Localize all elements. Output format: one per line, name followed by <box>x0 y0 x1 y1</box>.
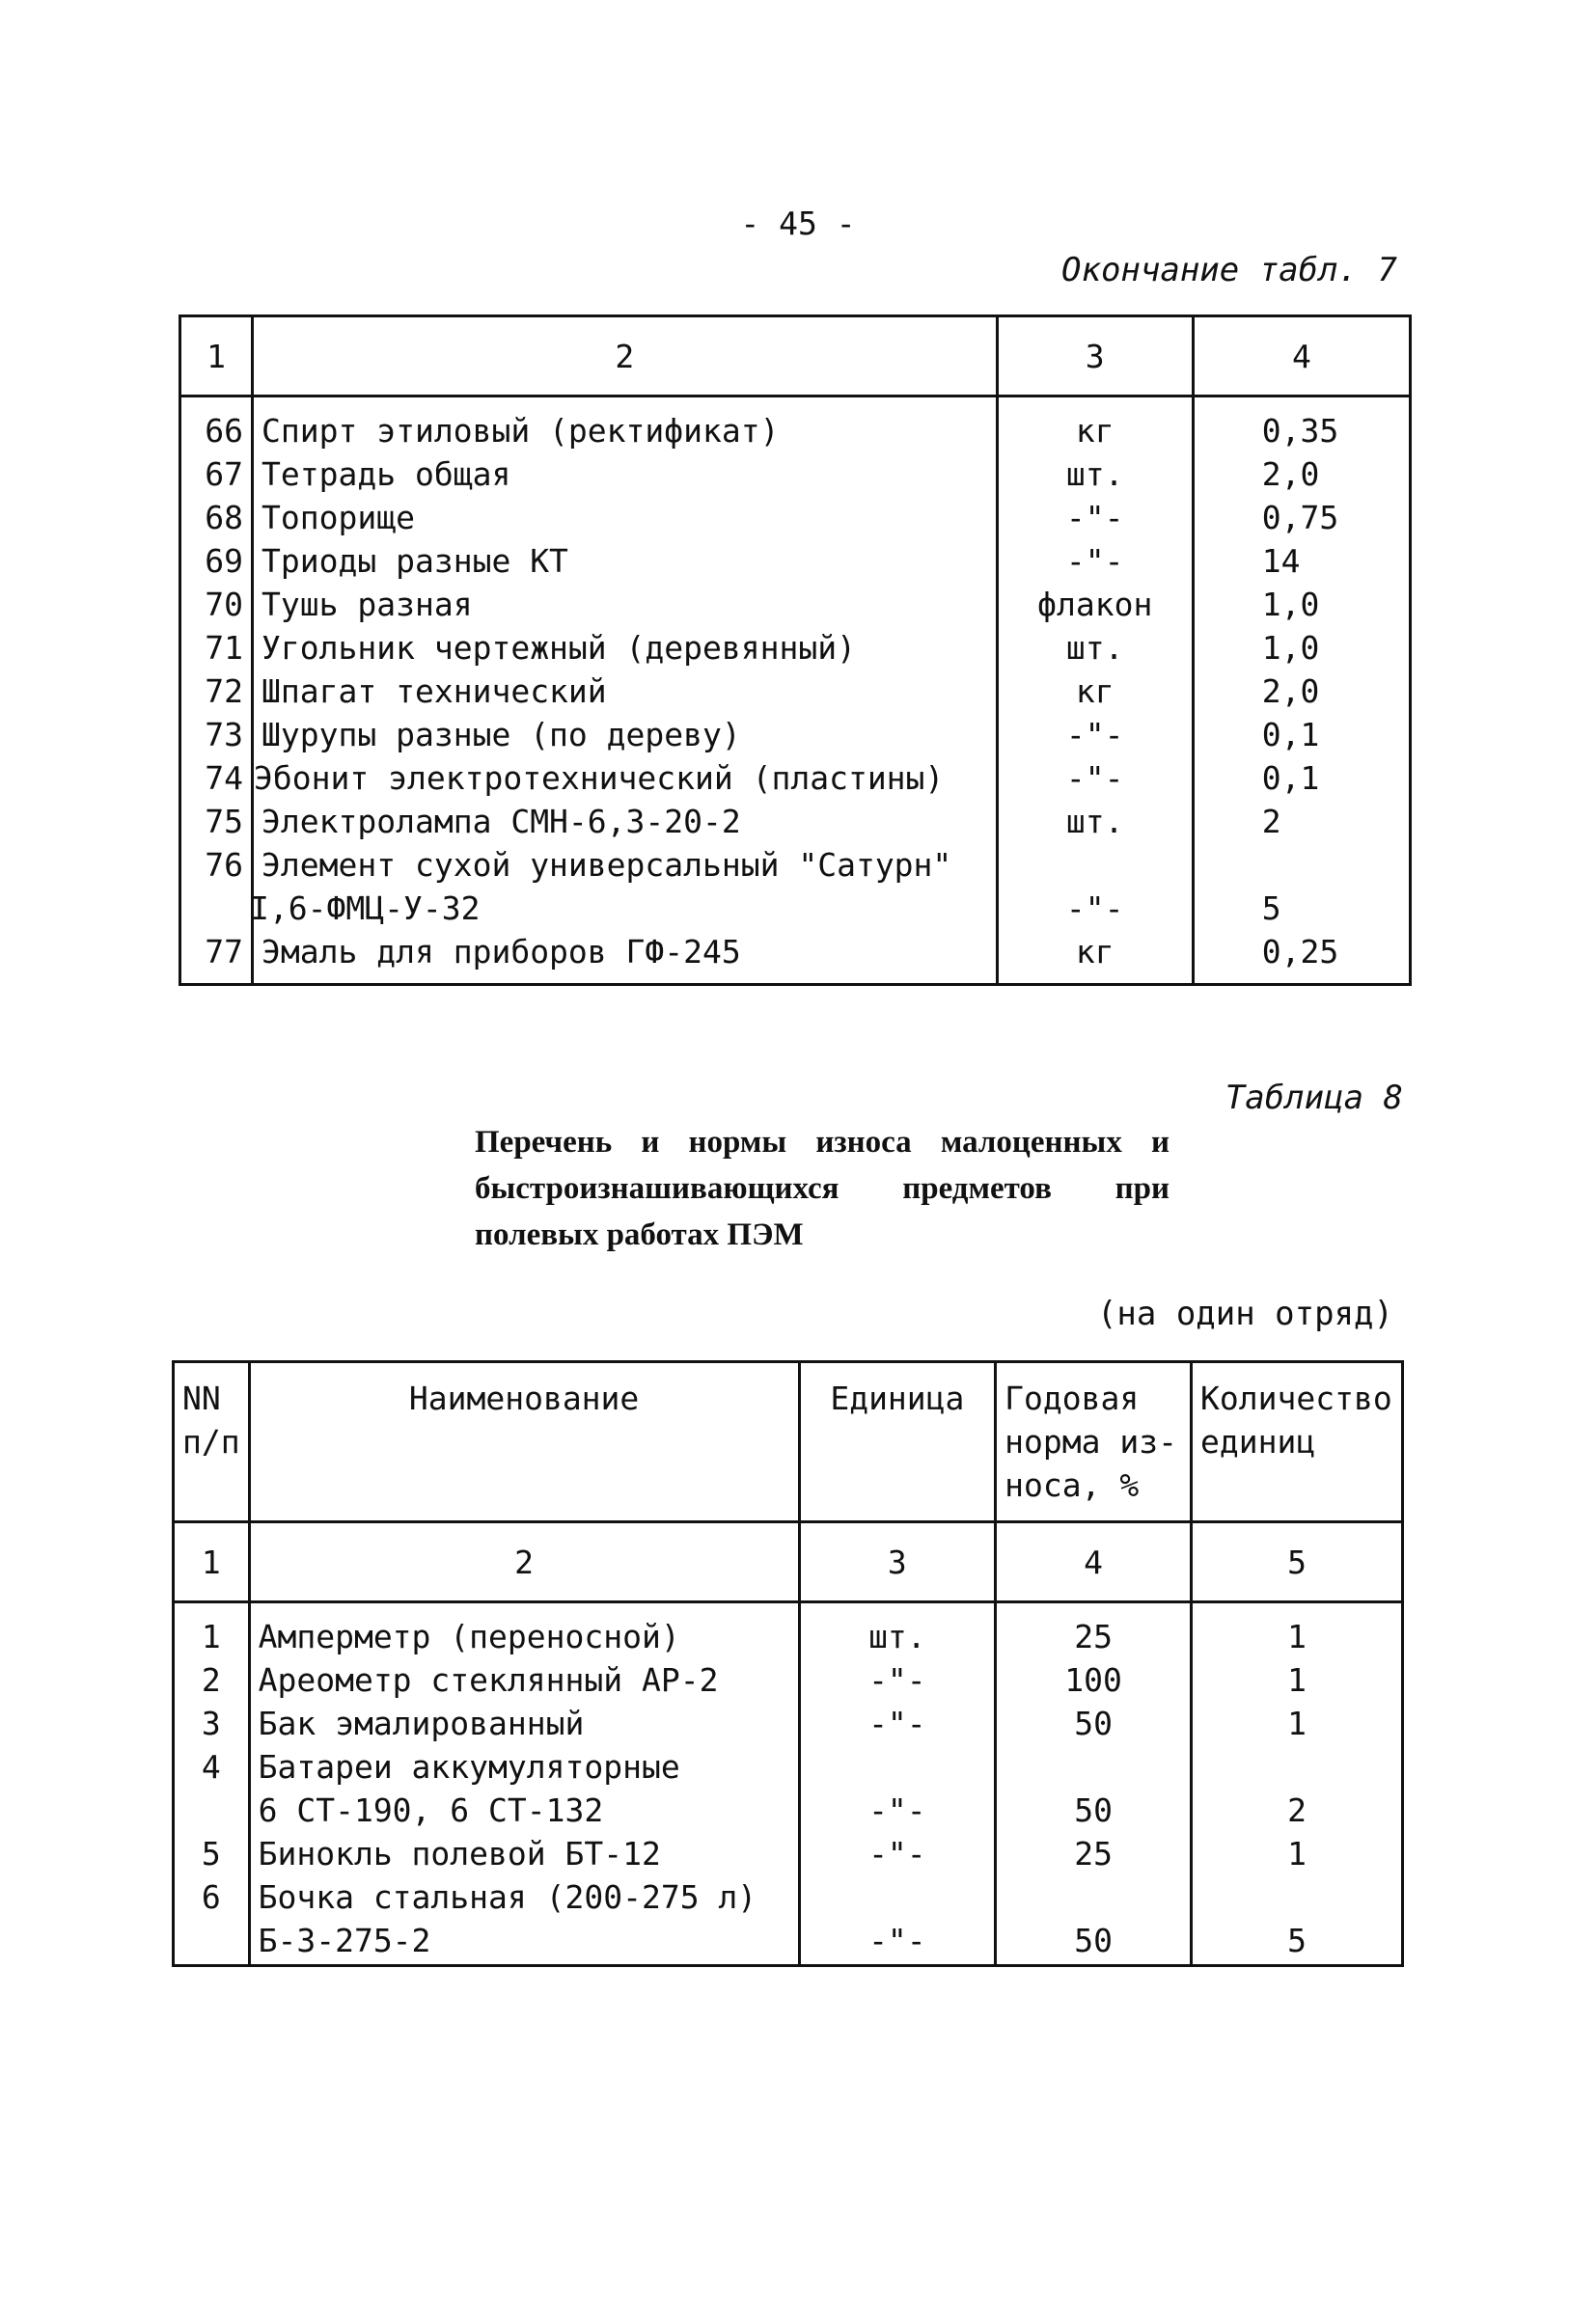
row-number: 2 <box>201 1661 221 1699</box>
item-norm: 25 <box>996 1832 1192 1875</box>
table8-title-line-2: быстроизнашивающихся предметов при <box>475 1171 1169 1206</box>
table-row <box>174 1745 1403 1832</box>
table-row <box>180 843 1411 930</box>
row-number: 74 <box>205 759 244 797</box>
item-qty: 2,0 <box>1193 670 1410 713</box>
table8-title <box>475 1119 1169 1258</box>
table7-colnum-3: 3 <box>997 316 1193 396</box>
item-name <box>250 843 998 930</box>
item-name: Триоды разные КТ <box>253 539 998 583</box>
item-unit: шт. <box>997 452 1193 496</box>
item-qty: 0,75 <box>1193 496 1410 539</box>
item-qty: 0,25 <box>1193 930 1410 985</box>
row-number: 76 <box>205 846 244 884</box>
table-row <box>180 930 1411 985</box>
item-qty: 0,35 <box>1193 396 1410 453</box>
item-name-line-1: Батареи аккумуляторные <box>258 1748 680 1786</box>
table-row <box>174 1658 1403 1702</box>
item-name <box>249 1875 799 1966</box>
item-qty: 1,0 <box>1193 626 1410 670</box>
item-name: Ареометр стеклянный АР-2 <box>249 1658 799 1702</box>
item-qty: 2 <box>1193 800 1410 843</box>
row-number: 73 <box>205 716 244 753</box>
table-row <box>180 626 1411 670</box>
item-unit: -"- <box>799 1745 996 1832</box>
table-row <box>174 1602 1403 1659</box>
header-col5-line-1: Количество <box>1200 1380 1392 1417</box>
item-name-line-2: I,6-ФМЦ-У-32 <box>250 889 481 927</box>
item-unit: -"- <box>997 496 1193 539</box>
table-row <box>180 670 1411 713</box>
table8-colnum-2: 2 <box>249 1522 799 1602</box>
item-name-line-2: Б-3-275-2 <box>258 1922 431 1959</box>
table8-title-line-3: полевых работах ПЭМ <box>475 1217 804 1252</box>
item-unit: -"- <box>799 1832 996 1875</box>
table8-title-line-1: Перечень и нормы износа малоценных и <box>475 1125 1169 1160</box>
row-number: 6 <box>174 1875 250 1966</box>
item-unit: -"- <box>799 1658 996 1702</box>
item-qty: 1 <box>1192 1702 1403 1745</box>
header-col1-line-2: п/п <box>182 1423 240 1461</box>
table7-caption: Окончание табл. 7 <box>1061 251 1397 289</box>
header-col4-line-3: носа, % <box>1004 1466 1140 1504</box>
item-name: Бак эмалированный <box>249 1702 799 1745</box>
table8-label: Таблица 8 <box>1225 1079 1403 1117</box>
header-col4-line-2: норма из- <box>1004 1423 1177 1461</box>
table-row <box>180 496 1411 539</box>
row-number: 69 <box>205 542 244 580</box>
item-name: Электролампа СМН-6,3-20-2 <box>253 800 998 843</box>
table7 <box>179 314 1412 986</box>
table8-colnum-1: 1 <box>174 1522 250 1602</box>
header-col3: Единица <box>799 1362 996 1522</box>
item-name: Шурупы разные (по дереву) <box>253 713 998 756</box>
item-name: Эмаль для приборов ГФ-245 <box>253 930 998 985</box>
table-row <box>180 539 1411 583</box>
item-unit: кг <box>997 930 1193 985</box>
table-row <box>180 583 1411 626</box>
item-unit: шт. <box>997 800 1193 843</box>
table-row <box>180 713 1411 756</box>
item-qty: 1 <box>1192 1832 1403 1875</box>
item-norm: 100 <box>996 1658 1192 1702</box>
item-name: Бинокль полевой БТ-12 <box>249 1832 799 1875</box>
table8-colnum-3: 3 <box>799 1522 996 1602</box>
row-number: 71 <box>205 629 244 667</box>
header-col5 <box>1192 1362 1403 1522</box>
item-name: Шпагат технический <box>253 670 998 713</box>
header-col1-line-1: NN <box>182 1380 221 1417</box>
item-unit: -"- <box>997 843 1193 930</box>
item-qty: 5 <box>1192 1875 1403 1966</box>
table8-column-numbers <box>174 1522 1403 1602</box>
table7-colnum-4: 4 <box>1193 316 1410 396</box>
item-name: Эбонит электротехнический (пластины) <box>253 756 998 800</box>
page-number: - 45 - <box>740 205 856 242</box>
header-col4 <box>996 1362 1192 1522</box>
item-unit: шт. <box>997 626 1193 670</box>
row-number: 5 <box>201 1835 221 1873</box>
table8-colnum-4: 4 <box>996 1522 1192 1602</box>
table7-colnum-1: 1 <box>180 316 253 396</box>
row-number: 77 <box>180 930 253 985</box>
table-row <box>180 800 1411 843</box>
item-qty: 1 <box>1192 1658 1403 1702</box>
table-row <box>180 756 1411 800</box>
item-qty: 0,1 <box>1193 713 1410 756</box>
table7-colnum-2: 2 <box>253 316 998 396</box>
table-row <box>180 452 1411 496</box>
item-unit: -"- <box>799 1702 996 1745</box>
item-qty: 2 <box>1192 1745 1403 1832</box>
table-row <box>174 1875 1403 1966</box>
item-unit: флакон <box>997 583 1193 626</box>
row-number: 72 <box>205 672 244 710</box>
row-number: 4 <box>201 1748 221 1786</box>
item-unit: -"- <box>997 756 1193 800</box>
item-name: Спирт этиловый (ректификат) <box>253 396 998 453</box>
table8-colnum-5: 5 <box>1192 1522 1403 1602</box>
item-norm: 25 <box>996 1602 1192 1659</box>
item-name: Тетрадь общая <box>253 452 998 496</box>
table-row <box>174 1702 1403 1745</box>
item-unit: кг <box>997 670 1193 713</box>
header-col1 <box>174 1362 250 1522</box>
item-name-line-1: Элемент сухой универсальный "Сатурн" <box>261 846 952 884</box>
item-name: Амперметр (переносной) <box>249 1602 799 1659</box>
item-qty: 1,0 <box>1193 583 1410 626</box>
row-number: 67 <box>205 455 244 493</box>
row-number: 75 <box>205 803 244 840</box>
table8 <box>172 1360 1404 1967</box>
item-name: Тушь разная <box>253 583 998 626</box>
item-qty: 5 <box>1193 843 1410 930</box>
item-name <box>249 1745 799 1832</box>
item-name-line-2: 6 СТ-190, 6 СТ-132 <box>258 1791 604 1829</box>
header-col2: Наименование <box>249 1362 799 1522</box>
item-unit: шт. <box>799 1602 996 1659</box>
row-number: 66 <box>205 412 244 450</box>
row-number: 1 <box>201 1618 221 1655</box>
item-qty: 14 <box>1193 539 1410 583</box>
table-row <box>174 1832 1403 1875</box>
row-number: 68 <box>205 499 244 536</box>
table-row <box>180 396 1411 453</box>
item-unit: -"- <box>997 539 1193 583</box>
table8-header <box>174 1362 1403 1522</box>
item-qty: 0,1 <box>1193 756 1410 800</box>
item-qty: 1 <box>1192 1602 1403 1659</box>
item-norm: 50 <box>996 1702 1192 1745</box>
item-unit: -"- <box>997 713 1193 756</box>
item-unit: кг <box>997 396 1193 453</box>
row-number: 70 <box>205 586 244 623</box>
item-unit: -"- <box>799 1875 996 1966</box>
item-norm: 50 <box>996 1745 1192 1832</box>
header-col4-line-1: Годовая <box>1004 1380 1140 1417</box>
table8-note: (на один отряд) <box>1096 1295 1393 1333</box>
header-col5-line-2: единиц <box>1200 1423 1316 1461</box>
item-name-line-1: Бочка стальная (200-275 л) <box>258 1878 757 1916</box>
item-qty: 2,0 <box>1193 452 1410 496</box>
item-norm: 50 <box>996 1875 1192 1966</box>
item-name: Угольник чертежный (деревянный) <box>253 626 998 670</box>
row-number: 3 <box>201 1705 221 1742</box>
table7-column-numbers <box>180 316 1411 396</box>
item-name: Топорище <box>253 496 998 539</box>
